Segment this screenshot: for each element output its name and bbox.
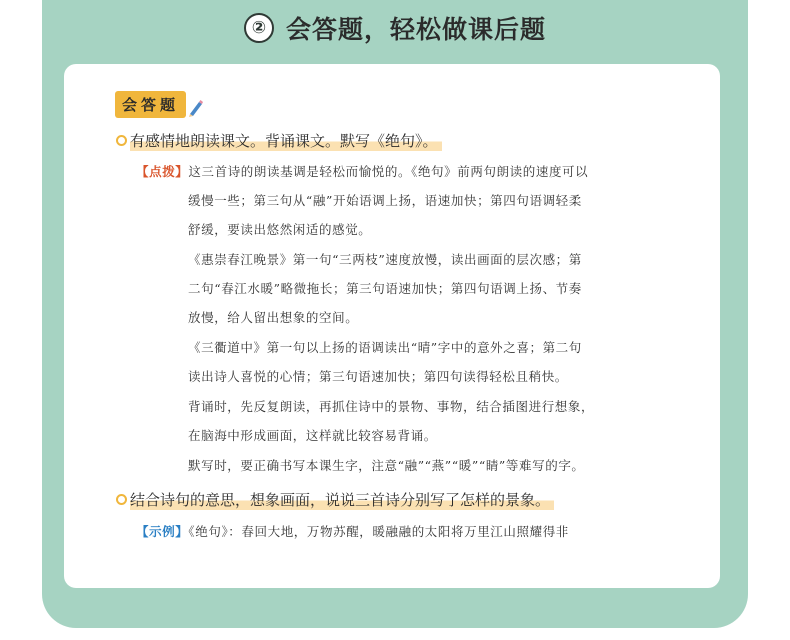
content-card [64,64,720,588]
section-number-badge: ② [244,13,274,43]
answer-tag [115,91,203,118]
question-2 [116,489,554,510]
hint-line-6: 放慢，给人留出想象的空间。 [188,310,359,325]
hint-line-9: 背诵时，先反复朗读，再抓住诗中的景物、事物，结合插图进行想象， [188,399,595,414]
pencil-icon [187,99,203,117]
hint-line-5: 二句“春江水暖”略微拖长；第三句语速加快；第四句语调上扬、节奏 [188,281,582,296]
hint-line-3: 舒缓，要读出悠然闲适的感觉。 [188,222,372,237]
hint-line-2: 缓慢一些；第三句从“融”开始语调上扬，语速加快；第四句语调轻柔 [188,193,582,208]
hint-line-8: 读出诗人喜悦的心情；第三句语速加快；第四句读得轻松且稍快。 [188,369,568,384]
answer-tag-label: 会答题 [115,91,186,118]
question-1 [116,130,442,151]
hint-line-11: 默写时，要正确书写本课生字，注意“融”“燕”“暖”“睛”等难写的字。 [188,458,585,473]
bullet-circle-icon [116,135,127,146]
section-title: 会答题，轻松做课后题 [285,15,546,44]
question-1-text: 有感情地朗读课文。背诵课文。默写《绝句》。 [130,130,442,151]
example-label: 【示例】 [136,524,189,539]
example-line [136,522,569,540]
example-text: 《绝句》：春回大地，万物苏醒，暖融融的太阳将万里江山照耀得非 [188,524,569,539]
hint-text-1: 这三首诗的朗读基调是轻松而愉悦的。《绝句》前两句朗读的速度可以 [188,164,589,179]
question-2-text: 结合诗句的意思，想象画面，说说三首诗分别写了怎样的景象。 [130,489,554,510]
hint-line-1 [136,162,588,180]
hint-line-4: 《惠崇春江晚景》第一句“三两枝”速度放慢，读出画面的层次感；第 [188,252,582,267]
hint-line-10: 在脑海中形成画面，这样就比较容易背诵。 [188,428,437,443]
bullet-circle-icon [116,494,127,505]
section-header [0,0,790,56]
hint-line-7: 《三衢道中》第一句以上扬的语调读出“晴”字中的意外之喜；第二句 [188,340,582,355]
hint-label: 【点拨】 [136,164,189,179]
